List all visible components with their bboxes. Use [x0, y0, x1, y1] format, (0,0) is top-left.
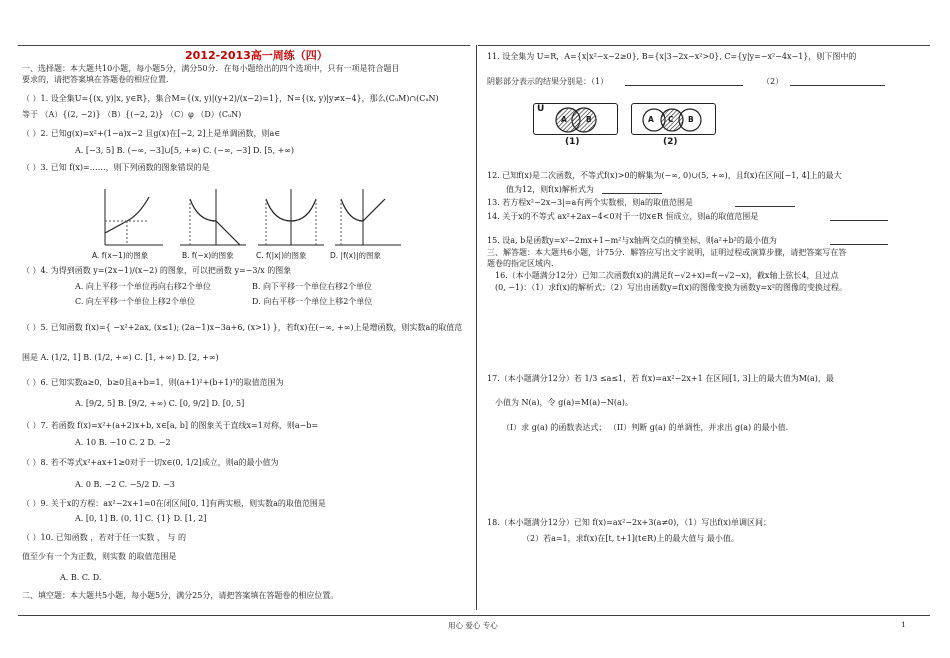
answer-blank-11-2[interactable]: [790, 77, 885, 86]
question-8-options: A. 0 B. −2 C. −5/2 D. −3: [75, 480, 175, 489]
answer-blank-12[interactable]: [602, 185, 662, 194]
question-16: 16.（本小题满分12分）已知二次函数f(x)的满足f(−√2+x)=f(−√2−x)，截x轴上弦长4，且过点: [495, 271, 839, 280]
venn-1-label-b: B: [586, 115, 592, 124]
venn-1-label-u: U: [537, 104, 545, 114]
question-15: 15. 设a, b是函数y=x²−2mx+1−m²与x轴两交点的横坐标，则a²+b²的最小值为: [487, 236, 777, 245]
question-10-cont: 值至少有一个为正数，则实数 的取值范围是: [22, 552, 177, 561]
venn-diagram-1: [533, 103, 618, 135]
answer-blank-15[interactable]: [830, 236, 888, 245]
page-title: 2012-2013高一周练（四）: [185, 49, 328, 62]
question-18-cont: （2）若a=1，求f(x)在[t, t+1](t∈R)上的最大值与 最小值。: [522, 534, 739, 543]
question-12: 12. 已知f(x)是二次函数，不等式f(x)>0的解集为(−∞, 0)∪(5, +∞)，且f(x)在区间[−1, 4]上的最大: [487, 171, 842, 180]
question-5-options: 围是 A. (1/2, 1] B. (1/2, +∞) C. [1, +∞) D. [2, +∞): [22, 353, 219, 362]
question-2-options: A. [−3, 5] B. (−∞, −3]∪[5, +∞) C. (−∞, −3] D. [5, +∞): [75, 146, 295, 155]
section-2-heading: 二、填空题：本大题共5小题，每小题5分，满分25分，请把答案填在答题卷的相应位置。: [22, 591, 339, 600]
venn-2-label-c: C: [668, 115, 674, 124]
graph-a-caption: A. f(x−1)的图象: [92, 251, 149, 260]
venn-2-label-b: B: [688, 115, 694, 124]
venn-2-caption: (2): [663, 137, 678, 147]
venn-1-caption: (1): [565, 137, 580, 147]
graph-c-caption: C. f(|x|)的图象: [256, 251, 307, 260]
section-1-heading-cont: 要求的，请把答案填在答题卷的相应位置．: [22, 75, 174, 84]
section-3-heading: 三、解答题：本大题共6小题，计75分．解答应写出文字说明，证明过程或演算步骤，请把答案写在答: [487, 248, 847, 257]
question-13: 13. 若方程x²−2x−3|=a有两个实数根，则a的取值范围是: [487, 198, 694, 207]
graph-b-caption: B. f(−x)的图象: [182, 251, 234, 260]
question-11-answer-1: 阴影部分表示的结果分别是：（1）: [487, 77, 609, 86]
question-16-cont: (0, −1)：（1）求f(x)的解析式；（2）写出由函数y=f(x)的图像变换为函数y=x²的图像的变换过程。: [495, 283, 847, 292]
question-7-options: A. 10 B. −10 C. 2 D. −2: [75, 438, 171, 447]
question-11: 11. 设全集为 U=R，A={x|x²−x−2≥0}, B={x|3−2x−x²>0}, C={y|y=−x²−4x−1}，则下图中的: [487, 52, 857, 61]
question-7: （ ）7. 若函数 f(x)=x²+(a+2)x+b, x∈[a, b] 的图象关于直线x=1对称，则a−b=: [22, 421, 319, 430]
question-4-option-a: A. 向上平移一个单位再向右移2个单位: [75, 282, 211, 291]
question-10-options: A. B. C. D.: [60, 573, 102, 582]
answer-blank-13[interactable]: [735, 198, 795, 207]
question-1-options: 等于 （A）{(2, −2)} （B）{(−2, 2)} （C）φ （D）(CᵤN): [22, 110, 242, 119]
footer-slogan: 用心 爱心 专心: [448, 621, 498, 630]
question-1: （ ）1. 设全集U={(x, y)|x, y∈R}，集合M={(x, y)|(y+2)/(x−2)=1}，N={(x, y)|y≠x−4}，那么(CᵤM)∩(CᵤN): [22, 94, 439, 103]
question-17: 17.（本小题满分12分）若 1/3 ≤a≤1，若 f(x)=ax²−2x+1 在区间[1, 3]上的最大值为M(a)，最: [487, 374, 834, 383]
question-4-option-d: D. 向右平移一个单位上移2个单位: [252, 297, 373, 306]
section-1-heading: 一、选择题：本大题共10小题，每小题5分，满分50分．在每小题给出的四个选项中，只有一项是符合题目: [22, 64, 400, 73]
venn-2-label-a: A: [648, 115, 654, 124]
question-11-answer-2: （2）: [762, 77, 784, 86]
question-18: 18.（本小题满分12分）已知 f(x)=ax²−2x+3(a≠0)，（1）写出f(x)单调区间；: [487, 518, 772, 527]
question-10: （ ）10. 已知函数 ，若对于任一实数 ， 与 的: [22, 533, 186, 542]
question-6: （ ）6. 已知实数a≥0，b≥0且a+b=1，则(a+1)²+(b+1)²的取值范围为: [22, 378, 284, 387]
venn-1-label-a: A: [561, 115, 567, 124]
question-6-options: A. [9/2, 5] B. [9/2, +∞) C. [0, 9/2] D. [0, 5]: [75, 399, 245, 408]
question-4-option-c: C. 向左平移一个单位上移2个单位: [75, 297, 196, 306]
question-9: （ ）9. 关于x的方程：ax²−2x+1=0在闭区间[0, 1]有两实根，则实数a的取值范围是: [22, 499, 326, 508]
question-12-cont: 值为12，则f(x)解析式为: [506, 185, 594, 194]
page-number: 1: [901, 620, 906, 629]
question-14: 14. 关于x的不等式 ax²+2ax−4<0对于一切x∈R 恒成立，则a的取值范围是: [487, 212, 759, 221]
section-3-heading-cont: 题卷的指定区域内．: [487, 259, 559, 268]
question-4: （ ）4. 为得到函数 y=(2x−1)/(x−2) 的图象，可以把函数 y=−3/x 的图象: [22, 266, 292, 275]
question-17-parts: （I）求 g(a) 的函数表达式； （II）判断 g(a) 的单调性，并求出 g(a) 的最小值.: [502, 423, 789, 432]
answer-blank-14[interactable]: [830, 212, 888, 221]
question-9-options: A. [0, 1] B. (0, 1] C. {1} D. [1, 2]: [75, 514, 207, 523]
question-3: （ ）3. 已知 f(x)=……，则下列函数的图象错误的是: [22, 163, 210, 172]
question-8: （ ）8. 若不等式x²+ax+1≥0对于一切x∈(0, 1/2]成立，则a的最小值为: [22, 458, 279, 467]
question-2: （ ）2. 已知g(x)=x²+(1−a)x−2 且g(x)在[−2, 2]上是单调函数，则a∈: [22, 129, 281, 138]
answer-blank-11-1[interactable]: [625, 77, 743, 86]
graph-d-caption: D. |f(x)|的图象: [330, 251, 382, 260]
question-17-cont: 小值为 N(a)，令 g(a)=M(a)−N(a)。: [495, 398, 633, 407]
question-4-option-b: B. 向下平移一个单位右移2个单位: [252, 282, 373, 291]
question-5: （ ）5. 已知函数 f(x)={ −x²+2ax, (x≤1); (2a−1)x−3a+6, (x>1) }，若f(x)在(−∞, +∞)上是增函数，则实数a的取值范: [22, 323, 463, 332]
